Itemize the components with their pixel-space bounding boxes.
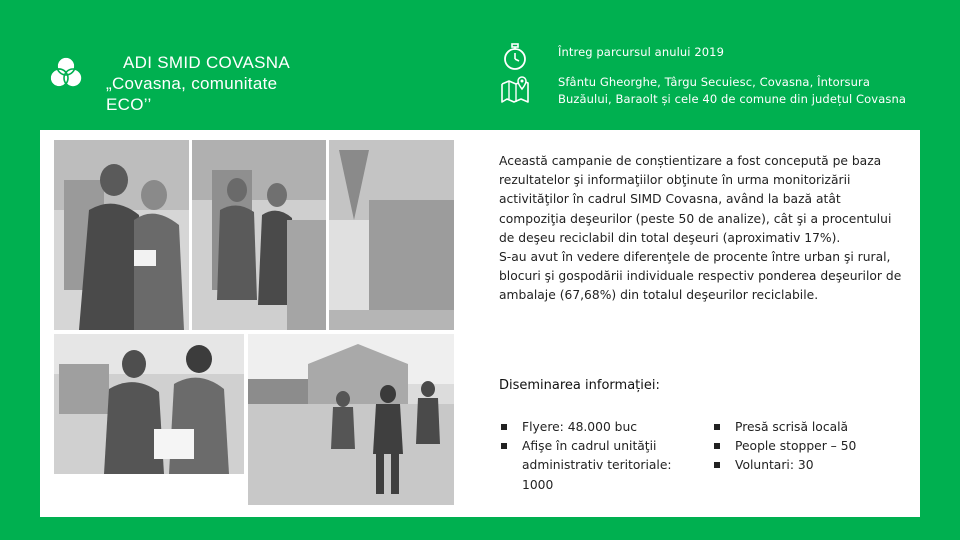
list-item	[712, 437, 912, 456]
item-label: Flyere:	[522, 420, 568, 434]
campaign-photo-3	[329, 140, 454, 330]
item-value: 30	[797, 458, 814, 473]
campaign-description	[499, 152, 904, 306]
stopwatch-icon	[500, 42, 530, 72]
map-pin-icon	[500, 74, 530, 104]
time-text: Întreg parcursul anului 2019	[558, 45, 725, 59]
item-value: 1000	[522, 477, 554, 492]
list-item	[712, 456, 912, 475]
location-line-2: Buzăului, Baraolt și cele 40 de comune din județul Covasna	[558, 92, 906, 106]
page-title	[106, 52, 346, 115]
description-paragraph-2: S-au avut în vedere diferenţele de procente între urban şi rural, blocuri şi gospodării individuale respectiv ponderea deşeurilor de ambalaje (67,68%) din totalul deşeurilor reciclabile.	[499, 250, 902, 303]
dissemination-list-right	[712, 418, 912, 476]
list-item	[499, 437, 699, 495]
content-card	[40, 130, 920, 517]
item-label: Voluntari:	[735, 458, 798, 473]
dissemination-title: Diseminarea informației:	[499, 378, 660, 393]
photo-collage	[54, 140, 454, 505]
campaign-photo-2	[192, 140, 326, 330]
list-item	[712, 418, 912, 437]
time-info	[500, 42, 940, 72]
campaign-photo-4	[54, 334, 244, 474]
dissemination-list-left	[499, 418, 699, 495]
title-line-2: „Covasna, comunitate	[106, 74, 278, 93]
item-label: People stopper –	[735, 439, 841, 454]
description-paragraph-1: Această campanie de conștientizare a fost concepută pe baza rezultatelor şi informaţiilor obţinute în urma monitorizării activităţilor în cadrul SIMD Covasna, având la bază atât compoziţia deşeurilor (peste 50 de analize), cât şi a procentului de deşeu reciclabil din total deşeuri (aproximativ 17%).	[499, 154, 892, 245]
location-info	[500, 74, 940, 108]
item-label: Afişe în cadrul unităţii administrativ teritoriale:	[522, 439, 672, 473]
list-item	[499, 418, 699, 437]
campaign-photo-5	[248, 334, 454, 505]
title-line-3: ECO’’	[106, 95, 152, 114]
three-circles-logo-icon	[48, 55, 84, 91]
item-label: Presă scrisă locală	[735, 420, 849, 434]
title-line-1: ADI SMID COVASNA	[123, 53, 290, 72]
item-value: 48.000 buc	[567, 420, 638, 434]
location-line-1: Sfântu Gheorghe, Târgu Secuiesc, Covasna, Întorsura	[558, 75, 870, 89]
campaign-photo-1	[54, 140, 189, 330]
item-value: 50	[840, 439, 857, 454]
